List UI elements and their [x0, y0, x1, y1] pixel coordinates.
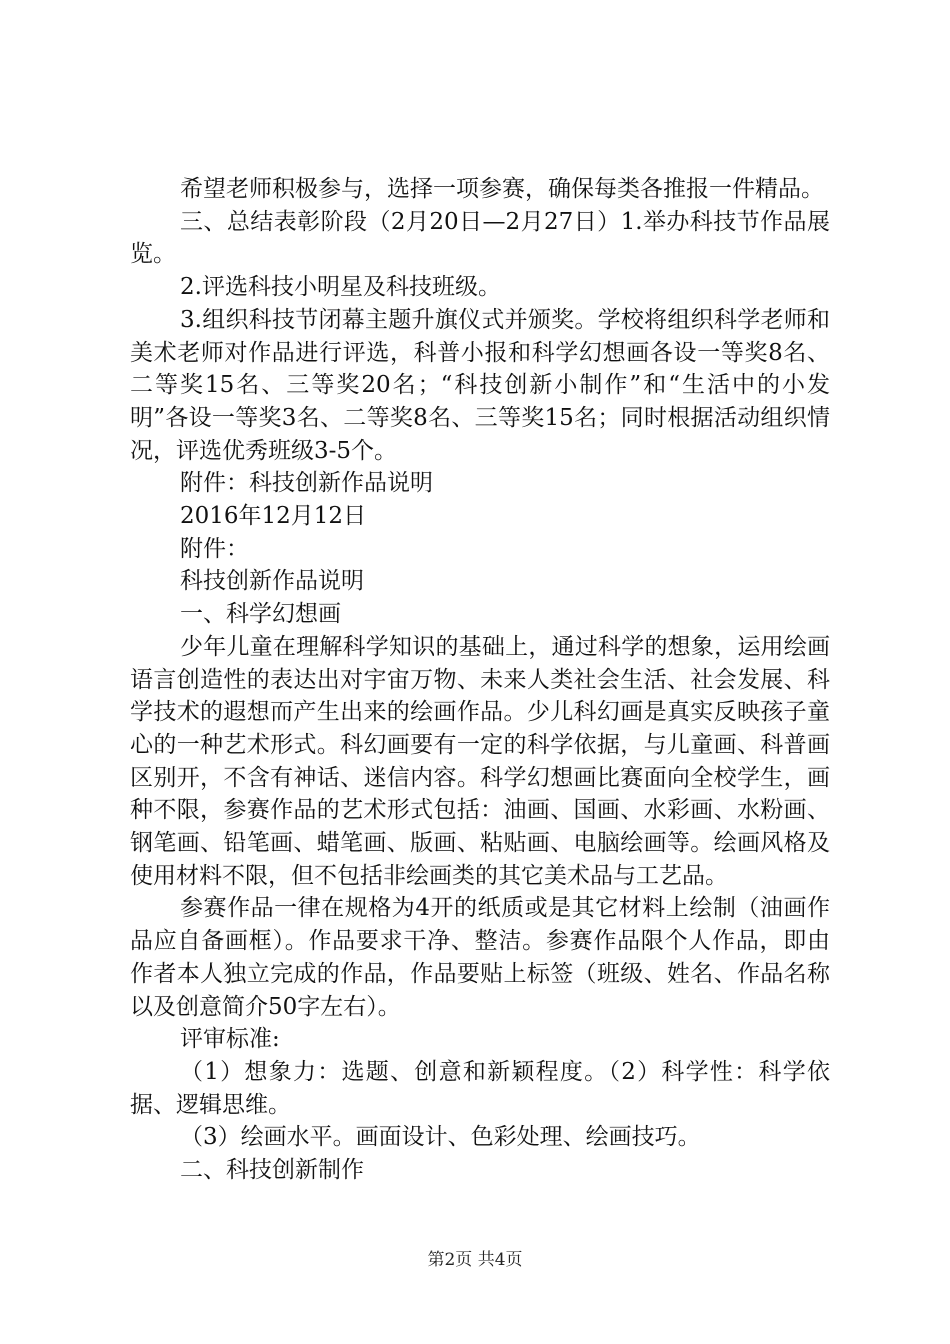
document-body [130, 173, 830, 1187]
paragraph-1: 希望老师积极参与，选择一项参赛，确保每类各推报一件精品。 [180, 176, 824, 202]
paragraph-11: 参赛作品一律在规格为4开的纸质或是其它材料上绘制（油画作品应自备画框）。作品要求干净、整洁。参赛作品限个人作品，即由作者本人独立完成的作品，作品要贴上标签（班级、姓名、作品名称以及创意简介50字左右）。 [130, 895, 830, 1020]
criteria-2: （3）绘画水平。画面设计、色彩处理、绘画技巧。 [180, 1124, 701, 1151]
date-line: 2016年12月12日 [180, 503, 367, 530]
attachment-label: 附件： [180, 535, 249, 562]
criteria-heading: 评审标准: [180, 1026, 280, 1053]
paragraph-5: 附件：科技创新作品说明 [180, 470, 433, 497]
section-heading-1: 一、科学幻想画 [180, 601, 341, 628]
page-footer: 第2页 共4页 [427, 1250, 523, 1270]
attachment-title: 科技创新作品说明 [180, 568, 364, 595]
paragraph-10: 少年儿童在理解科学知识的基础上，通过科学的想象，运用绘画语言创造性的表达出对宇宙万物、未来人类社会生活、社会发展、科学技术的遐想而产生出来的绘画作品。少儿科幻画是真实反映孩子童心的一种艺术形式。科幻画要有一定的科学依据，与儿童画、科普画区别开，不含有神话、迷信内容。科学幻想画比赛面向全校学生，画种不限，参赛作品的艺术形式包括：油画、国画、水彩画、水粉画、钢笔画、铅笔画、蜡笔画、版画、粘贴画、电脑绘画等。绘画风格及使用材料不限，但不包括非绘画类的其它美术品与工艺品。 [130, 633, 830, 889]
paragraph-4: 3.组织科技节闭幕主题升旗仪式并颁奖。学校将组织科学老师和美术老师对作品进行评选，科普小报和科学幻想画各设一等奖8名、二等奖15名、三等奖20名；“科技创新小制作”和“生活中的小发明”各设一等奖3名、二等奖8名、三等奖15名；同时根据活动组织情况，评选优秀班级3-5个。 [130, 306, 830, 464]
paragraph-2: 三、总结表彰阶段（2月20日—2月27日）1.举办科技节作品展览。 [130, 208, 830, 268]
criteria-1: （1）想象力：选题、创意和新颖程度。（2）科学性：科学依据、逻辑思维。 [130, 1058, 830, 1118]
section-heading-2: 二、科技创新制作 [180, 1157, 364, 1184]
paragraph-3: 2.评选科技小明星及科技班级。 [180, 274, 501, 301]
